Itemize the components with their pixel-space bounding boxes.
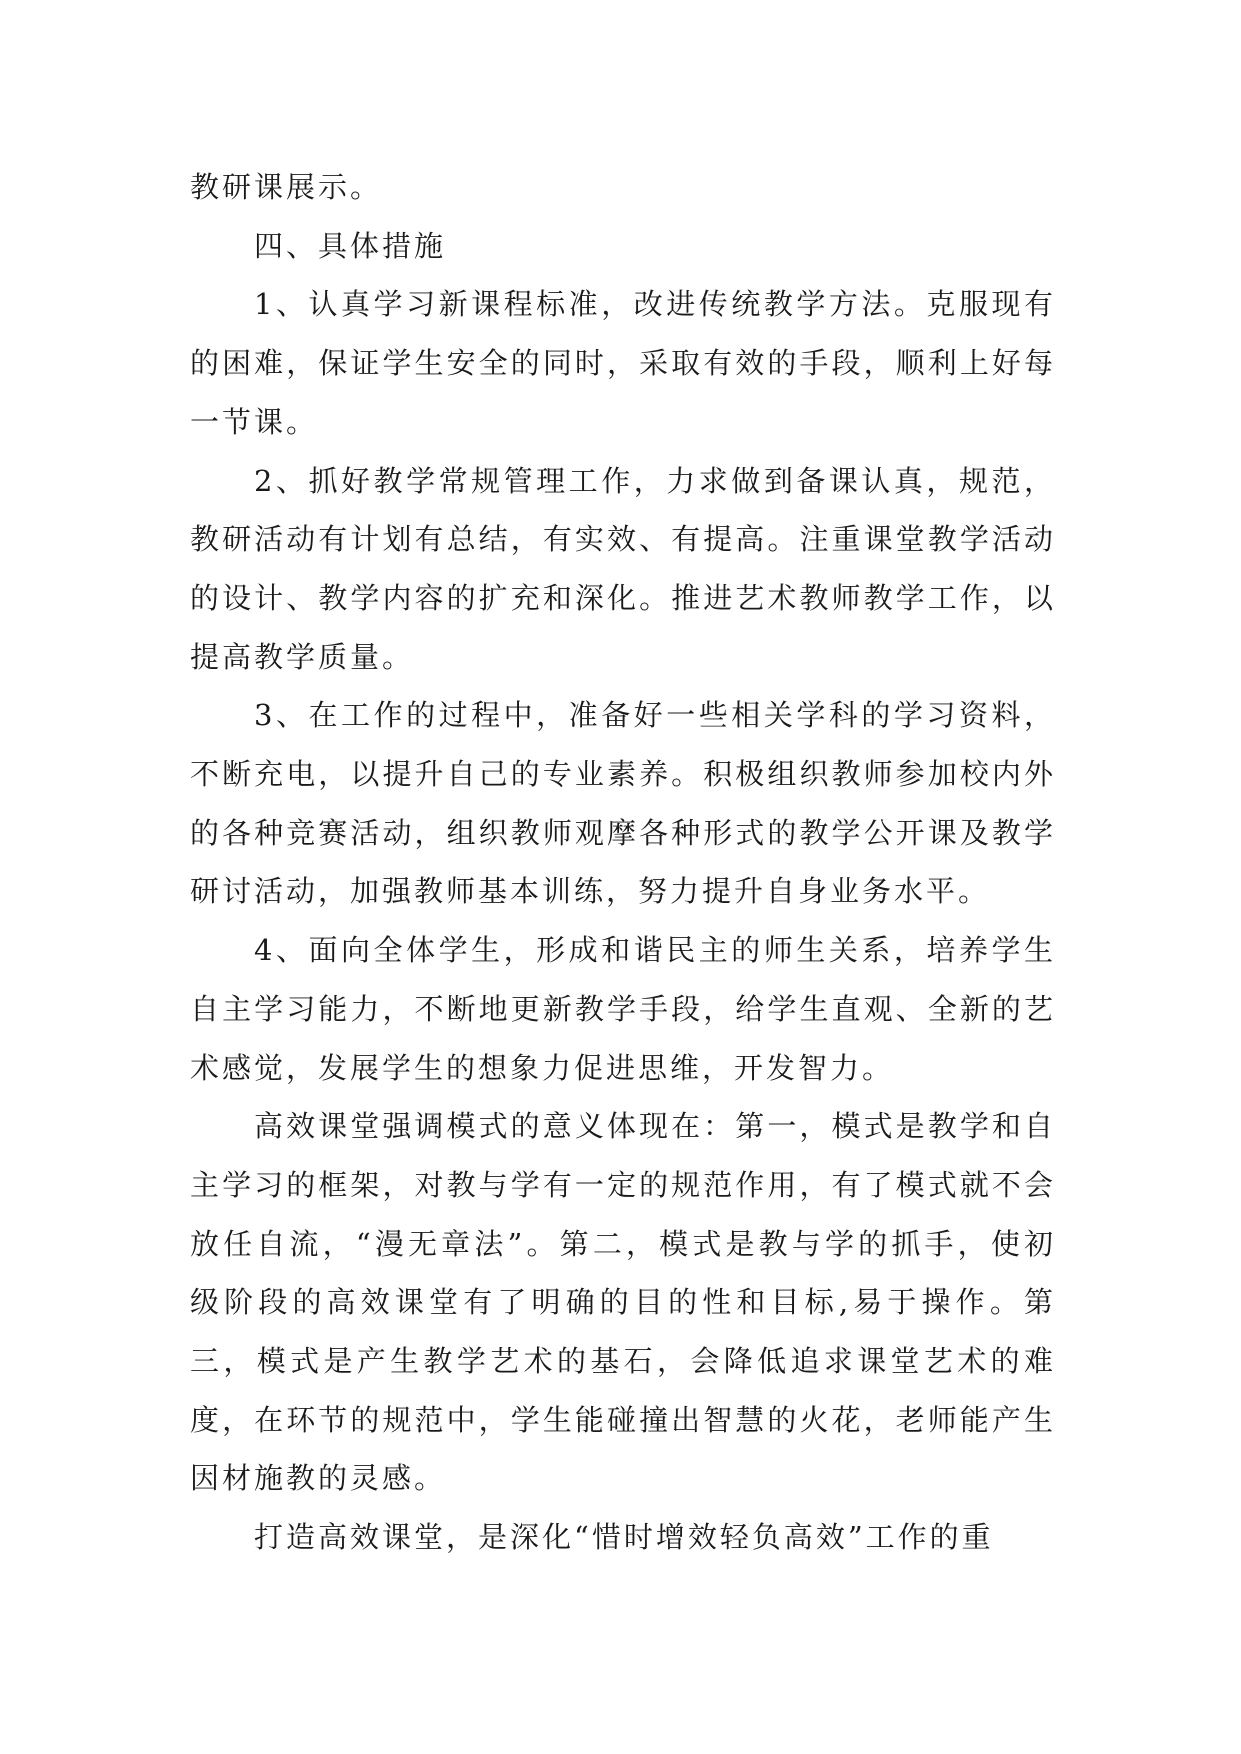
paragraph-efficient-classroom-model: 高效课堂强调模式的意义体现在：第一，模式是教学和自主学习的框架，对教与学有一定的规范作用，有了模式就不会放任自流，“漫无章法”。第二，模式是教与学的抓手，使初级阶段的高效课堂有了明确的目的性和目标,易于操作。第三，模式是产生教学艺术的基石，会降低追求课堂艺术的难度，在环节的规范中，学生能碰撞出智慧的火花，老师能产生因材施教的灵感。: [190, 1109, 1056, 1496]
paragraph-measure-3: 3、在工作的过程中，准备好一些相关学科的学习资料，不断充电，以提升自己的专业素养。积极组织教师参加校内外的各种竞赛活动，组织教师观摩各种形式的教学公开课及教学研讨活动，加强教师基本训练，努力提升自身业务水平。: [190, 698, 1056, 909]
document-page: [190, 158, 1056, 1567]
paragraph-measure-1: 1、认真学习新课程标准，改进传统教学方法。克服现有的困难，保证学生安全的同时，采取有效的手段，顺利上好每一节课。: [190, 287, 1056, 439]
section-heading-measures: 四、具体措施: [254, 228, 447, 263]
paragraph-continuation: 教研课展示。: [190, 170, 383, 204]
paragraph-efficient-classroom-goal: 打造高效课堂，是深化“惜时增效轻负高效”工作的重: [254, 1520, 994, 1555]
paragraph-measure-2: 2、抓好教学常规管理工作，力求做到备课认真，规范，教研活动有计划有总结，有实效、有提高。注重课堂教学活动的设计、教学内容的扩充和深化。推进艺术教师教学工作，以提高教学质量。: [190, 463, 1056, 674]
paragraph-measure-4: 4、面向全体学生，形成和谐民主的师生关系，培养学生自主学习能力，不断地更新教学手段，给学生直观、全新的艺术感觉，发展学生的想象力促进思维，开发智力。: [190, 933, 1056, 1085]
